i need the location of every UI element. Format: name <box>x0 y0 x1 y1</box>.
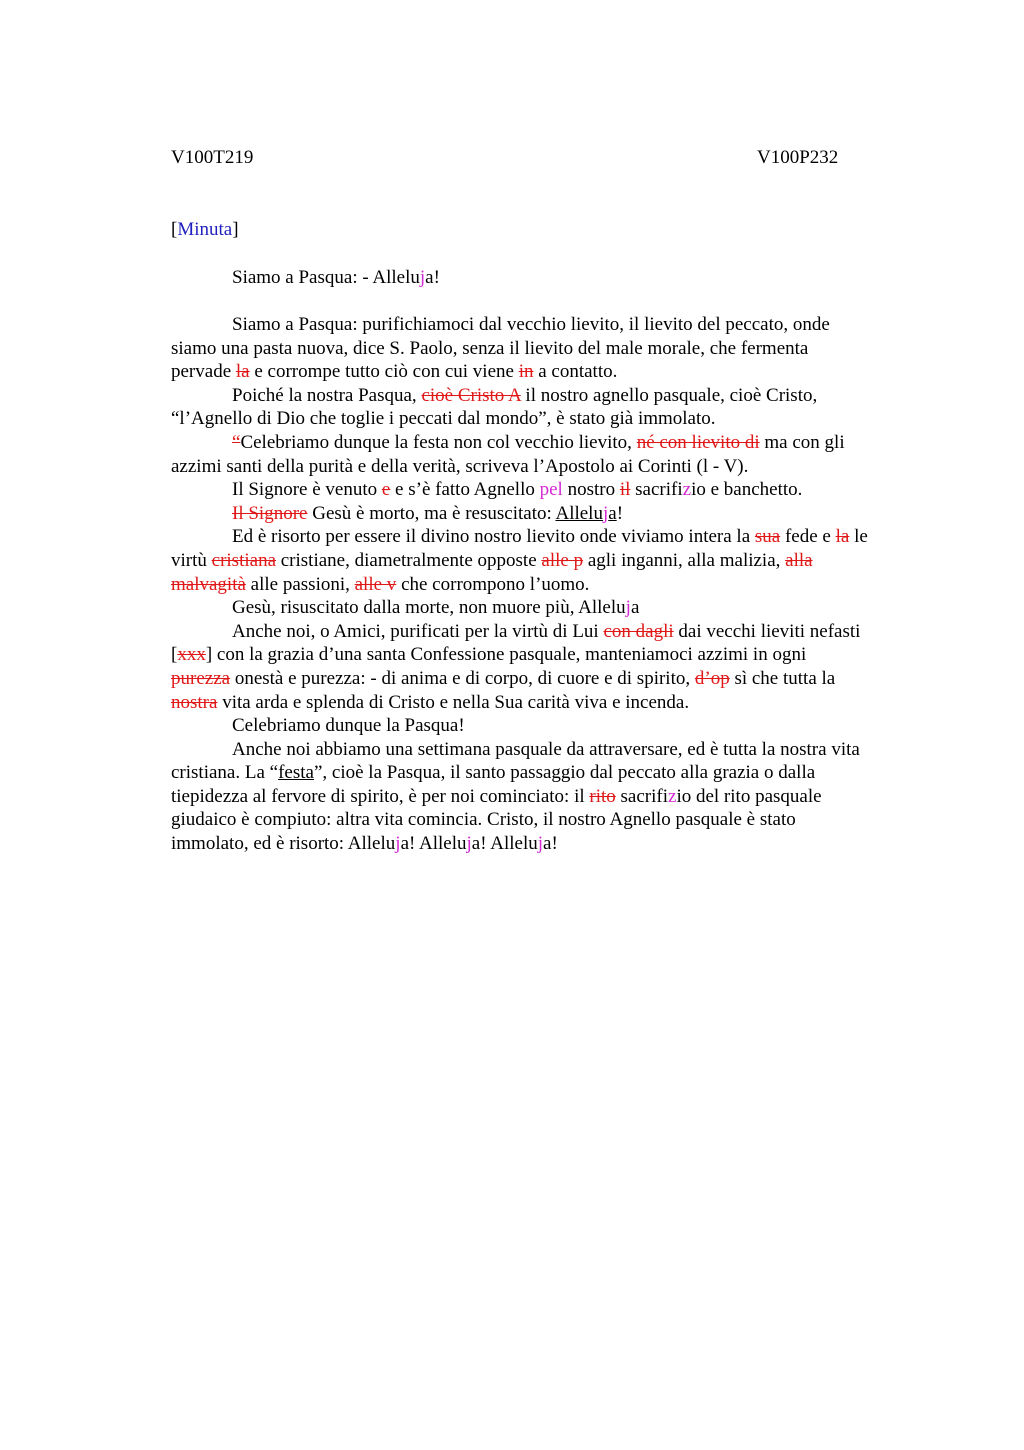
inserted-text: z <box>682 479 692 501</box>
p10-line: cristiana. La “festa”, cioè la Pasqua, il santo passaggio dal peccato alla grazia o dalla <box>171 762 816 784</box>
deleted-text: rito <box>589 785 616 807</box>
p2-line: Poiché la nostra Pasqua, cioè Cristo A il nostro agnello pasquale, cioè Cristo, <box>232 384 818 406</box>
deleted-text: sua <box>754 526 781 548</box>
deleted-text: xxx <box>177 644 206 666</box>
deleted-text: cioè Cristo A <box>421 384 521 406</box>
p1-line: Siamo a Pasqua: purifichiamoci dal vecchio lievito, il lievito del peccato, onde <box>232 314 830 335</box>
p6-line: malvagità alle passioni, alle v che corrompono l’uomo. <box>171 573 590 595</box>
deleted-text: “ <box>232 431 241 453</box>
underlined-text: festa <box>278 762 314 784</box>
deleted-text: cristiana <box>211 549 276 571</box>
deleted-text: in <box>518 361 534 383</box>
deleted-text: la <box>835 526 850 548</box>
underlined-text: Alleluja <box>555 502 617 524</box>
p3-line: azzimi santi della purità e della verità, scriveva l’Apostolo ai Corinti (l - V). <box>171 455 749 477</box>
document-body <box>171 314 927 857</box>
deleted-text: Il Signore <box>232 502 308 524</box>
deleted-text: malvagità <box>171 573 246 595</box>
p6-line: Ed è risorto per essere il divino nostro lievito onde viviamo intera la sua fede e la le <box>232 526 868 548</box>
deleted-text: né con lievito di <box>636 431 760 453</box>
p8-line: purezza onestà e purezza: - di anima e di corpo, di cuore e di spirito, d’op sì che tutta la <box>171 667 836 689</box>
p10-line: tiepidezza al fervore di spirito, è per noi cominciato: il rito sacrifizio del rito pasquale <box>171 785 822 807</box>
inserted-text: pel <box>539 479 563 501</box>
section-label: [Minuta] <box>171 219 239 240</box>
minuta-label: Minuta <box>177 219 233 240</box>
deleted-text: purezza <box>171 667 231 689</box>
deleted-text: d’op <box>694 667 730 689</box>
header-left-code: V100T219 <box>171 147 254 168</box>
header-right-code: V100P232 <box>757 147 839 168</box>
p4-line: Il Signore è venuto e e s’è fatto Agnello pel nostro il sacrifizio e banchetto. <box>232 479 803 501</box>
deleted-text: e <box>381 479 391 501</box>
deleted-text: alle v <box>354 573 397 595</box>
p6-line: virtù cristiana cristiane, diametralmente opposte alle p agli inganni, alla malizia, alla <box>171 549 813 571</box>
p5-line: Il Signore Gesù è morto, ma è resuscitato: Alleluja! <box>232 502 624 524</box>
document-title: Siamo a Pasqua: - Alleluja! <box>232 267 440 288</box>
p3-line: “Celebriamo dunque la festa non col vecchio lievito, né con lievito di ma con gli <box>232 431 845 453</box>
inserted-text: z <box>668 785 677 807</box>
p8-line: [xxx] con la grazia d’una santa Confessione pasquale, manteniamoci azzimi in ogni <box>171 644 807 666</box>
p10-line: Anche noi abbiamo una settimana pasquale da attraversare, ed è tutta la nostra vita <box>232 738 860 760</box>
p9-line: Celebriamo dunque la Pasqua! <box>232 715 465 737</box>
deleted-text: la <box>235 361 250 383</box>
p1-line: pervade la e corrompe tutto ciò con cui viene in a contatto. <box>171 361 618 383</box>
deleted-text: alle p <box>541 549 584 571</box>
p8-line: Anche noi, o Amici, purificati per la virtù di Lui con dagli dai vecchi lieviti nefasti <box>232 620 861 642</box>
deleted-text: nostra <box>171 691 218 713</box>
p10-line: immolato, ed è risorto: Alleluja! Alleluja! Alleluja! <box>171 833 558 855</box>
deleted-text: il <box>619 479 631 501</box>
p8-line: nostra vita arda e splenda di Cristo e nella Sua carità viva e incenda. <box>171 691 690 713</box>
deleted-text: con dagli <box>603 620 674 642</box>
p2-line: “l’Agnello di Dio che toglie i peccati dal mondo”, è stato già immolato. <box>171 408 716 430</box>
p10-line: giudaico è compiuto: altra vita comincia. Cristo, il nostro Agnello pasquale è stato <box>171 809 796 831</box>
p7-line: Gesù, risuscitato dalla morte, non muore più, Alleluja <box>232 597 640 619</box>
p1-line: siamo una pasta nuova, dice S. Paolo, senza il lievito del male morale, che fermenta <box>171 337 809 359</box>
deleted-text: alla <box>785 549 813 571</box>
